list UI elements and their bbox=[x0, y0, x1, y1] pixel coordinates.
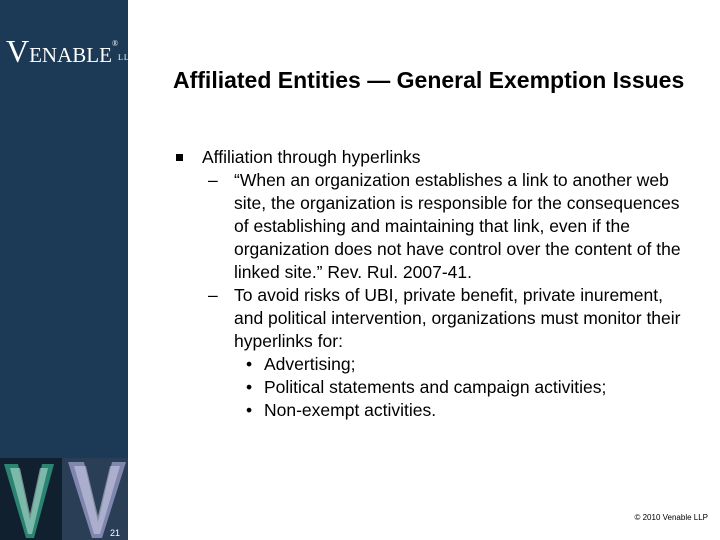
logo-rest: ENABLE bbox=[29, 43, 112, 67]
dash-bullet-icon: – bbox=[208, 170, 218, 190]
sub-sub-item bbox=[173, 399, 693, 422]
sub-item-text: To avoid risks of UBI, private benefit, private inurement, and political intervention, organizations must monitor their hyperlinks for: bbox=[234, 285, 681, 351]
sub-sub-item bbox=[173, 376, 693, 399]
v-artwork-icon bbox=[0, 458, 128, 540]
sub-sub-item-text: Non-exempt activities. bbox=[264, 400, 437, 420]
venable-logo bbox=[6, 33, 135, 70]
logo-initial: V bbox=[6, 33, 30, 69]
copyright-footer: © 2010 Venable LLP bbox=[634, 513, 708, 522]
dash-bullet-icon: – bbox=[208, 285, 218, 305]
sub-item bbox=[173, 284, 693, 353]
bullet-item bbox=[173, 146, 693, 169]
logo-registered: ® bbox=[111, 39, 119, 48]
sub-sub-item-text: Political statements and campaign activities; bbox=[264, 377, 607, 397]
v-logo-artwork bbox=[0, 458, 128, 540]
square-bullet-icon bbox=[176, 154, 183, 161]
sidebar bbox=[0, 0, 136, 540]
slide-title: Affiliated Entities — General Exemption Issues bbox=[173, 67, 685, 93]
sub-sub-item-text: Advertising; bbox=[264, 354, 356, 374]
dot-bullet-icon: • bbox=[246, 377, 253, 397]
dot-bullet-icon: • bbox=[246, 400, 253, 420]
logo-llp: LLP bbox=[118, 53, 136, 62]
sub-item-text: “When an organization establishes a link to another web site, the organization is responsible for the consequences of establishing and maintaining that link, even if the organization does not have control over the content of the linked site.” Rev. Rul. 2007-41. bbox=[234, 170, 681, 282]
sub-sub-item bbox=[173, 353, 693, 376]
page-number: 21 bbox=[110, 528, 121, 538]
dot-bullet-icon: • bbox=[246, 354, 253, 374]
slide-content bbox=[173, 146, 693, 422]
sub-item bbox=[173, 169, 693, 284]
bullet-text: Affiliation through hyperlinks bbox=[202, 147, 421, 167]
